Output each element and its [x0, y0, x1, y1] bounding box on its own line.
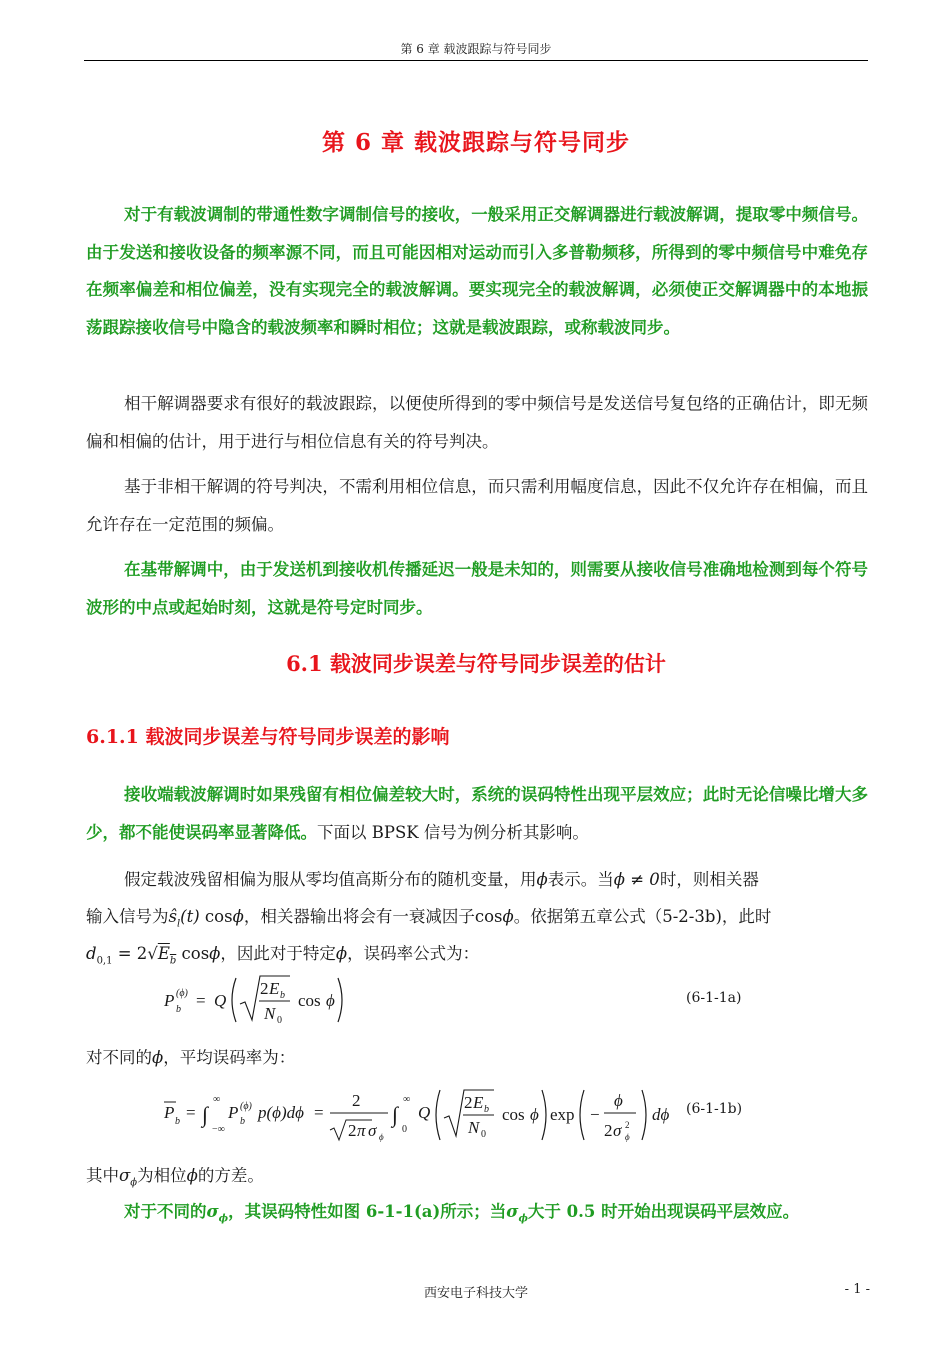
p7-text-b: ，平均误码率为：	[163, 1048, 296, 1067]
header-rule	[84, 60, 868, 61]
phi-neq-zero: ϕ ≠ 0	[613, 870, 660, 889]
svg-text:b: b	[240, 1116, 245, 1127]
sigma-phi-2: $\sigma_\phi$	[206, 1202, 229, 1225]
svg-text:Q: Q	[418, 1103, 431, 1122]
footer-institution: 西安电子科技大学	[423, 1286, 528, 1301]
svg-text:ϕ: ϕ	[614, 1091, 623, 1110]
intro-paragraph-3	[86, 468, 868, 543]
svg-text:cos: cos	[298, 991, 321, 1010]
distance-expression: $d_{0,1} = 2√E_b$ cosϕ	[86, 944, 221, 967]
svg-text:ϕ: ϕ	[530, 1105, 539, 1124]
svg-text:b: b	[484, 1104, 489, 1115]
intro-paragraph-3-text: 基于非相干解调的符号判决，不需利用相位信息，而只需利用幅度信息，因此不仅允许存在相偏，而且允许存在一定范围的频偏。	[86, 477, 868, 534]
body-paragraph-5	[86, 776, 868, 851]
svg-text:∞: ∞	[213, 1094, 221, 1105]
sigma-phi: $\sigma_\phi$	[119, 1166, 138, 1189]
running-header: 第 6 章 载波跟踪与符号同步	[400, 42, 552, 56]
svg-text:0: 0	[402, 1124, 407, 1135]
svg-text:=: =	[186, 1103, 196, 1122]
svg-text:2: 2	[464, 1093, 473, 1112]
p9-text-b: ，其误码特性如图 6-1-1(a)所示；当	[228, 1202, 507, 1221]
section-title: 6.1 载波同步误差与符号同步误差的估计	[286, 651, 666, 676]
intro-paragraph-1-text: 对于有载波调制的带通性数字调制信号的接收，一般采用正交解调器进行载波解调，提取零中频信号。由于发送和接收设备的频率源不同，而且可能因相对运动而引入多普勒频移，所得到的零中频信号中难免存在频率偏差和相位偏差，没有实现完全的载波解调。要实现完全的载波解调，必须使正交解调器中的本地振荡跟踪接收信号中隐含的载波频率和瞬时相位；这就是载波跟踪，或称载波同步。	[86, 205, 868, 337]
p9-text-c: 大于 0.5 时开始出现误码平层效应。	[527, 1202, 800, 1221]
p6-text-a: 假定载波残留相偏为服从零均值高斯分布的随机变量，用	[124, 870, 537, 889]
paragraph-7	[86, 1044, 868, 1068]
cos-phi: cosϕ	[474, 907, 514, 926]
intro-paragraph-2	[86, 385, 868, 460]
svg-text:π: π	[357, 1121, 366, 1140]
svg-text:dϕ: dϕ	[652, 1105, 670, 1124]
p8-text-c: 的方差。	[197, 1166, 264, 1185]
svg-text:E: E	[473, 1093, 484, 1112]
p9-text-a: 对于不同的	[124, 1202, 207, 1221]
p6-text-e: ，相关器输出将会有一衰减因子	[243, 907, 475, 926]
svg-text:=: =	[314, 1103, 324, 1122]
svg-text:σ: σ	[368, 1121, 377, 1140]
p6-text-h: ，误码率公式为：	[347, 944, 480, 963]
svg-text:2: 2	[625, 1120, 630, 1130]
svg-text:=: =	[196, 991, 206, 1010]
phi-symbol-4: ϕ	[186, 1166, 198, 1185]
chapter-title: 第 6 章 载波跟踪与符号同步	[321, 129, 631, 156]
svg-text:P: P	[164, 991, 175, 1010]
svg-text:σ: σ	[613, 1121, 622, 1140]
paragraph-6-line-3	[86, 940, 868, 966]
phi-symbol-2: ϕ	[335, 944, 348, 963]
svg-text:2: 2	[348, 1121, 357, 1140]
body-paragraph-5-rest: 下面以 BPSK 信号为例分析其影响。	[317, 822, 589, 842]
equation-label-1: (6-1-1a)	[686, 990, 742, 1006]
p7-text-a: 对不同的	[86, 1048, 152, 1067]
equation-6-1-1b	[160, 1082, 680, 1148]
svg-text:N: N	[264, 1004, 276, 1023]
sigma-phi-3: $\sigma_\phi$	[506, 1202, 528, 1225]
svg-text:∫: ∫	[392, 1102, 399, 1127]
phi-symbol-3: ϕ	[152, 1048, 164, 1067]
equation-label-2: (6-1-1b)	[686, 1101, 743, 1117]
paragraph-8	[86, 1162, 868, 1188]
svg-text:N: N	[468, 1118, 480, 1137]
intro-paragraph-1	[86, 196, 868, 346]
svg-text:b: b	[280, 990, 285, 1001]
phi-symbol: ϕ	[536, 870, 548, 889]
emphasis-text: 接收端载波解调时如果残留有相位偏差较大时，系统的误码特性出现平层效应；此时无论信噪比增大多少，都不能使误码率显著降低。	[86, 785, 868, 842]
svg-text:0: 0	[277, 1015, 282, 1026]
svg-text:b: b	[176, 1004, 181, 1015]
subsection-title: 6.1.1 载波同步误差与符号同步误差的影响	[86, 726, 450, 748]
p8-text-a: 其中	[86, 1166, 119, 1185]
svg-text:ϕ: ϕ	[326, 991, 335, 1010]
svg-text:∞: ∞	[403, 1094, 411, 1105]
svg-text:E: E	[269, 979, 280, 998]
p8-text-b: 为相位	[137, 1166, 187, 1185]
svg-text:ϕ: ϕ	[625, 1132, 630, 1142]
svg-text:2: 2	[604, 1121, 613, 1140]
p6-text-g: ，因此对于特定	[220, 944, 336, 963]
svg-text:cos: cos	[502, 1105, 525, 1124]
paragraph-9	[86, 1198, 868, 1224]
p6-text-f: 。依据第五章公式（5-2-3b)，此时	[513, 907, 772, 926]
p6-text-d: 输入信号为	[86, 907, 169, 926]
svg-text:exp: exp	[550, 1105, 575, 1124]
svg-text:−∞: −∞	[212, 1124, 225, 1135]
p6-text-b: 表示。当	[547, 870, 614, 889]
svg-text:P: P	[164, 1103, 175, 1122]
svg-text:Q: Q	[214, 991, 227, 1010]
equation-6-1-1a	[160, 970, 520, 1030]
svg-text:(ϕ): (ϕ)	[240, 1101, 252, 1112]
p6-text-c: 时，则相关器	[659, 870, 759, 889]
svg-text:2: 2	[352, 1091, 361, 1110]
svg-text:2: 2	[260, 979, 269, 998]
page-number: - 1 -	[844, 1282, 870, 1297]
paragraph-6-line-2	[86, 903, 868, 929]
signal-expression: $ŝ_l(t)$ cosϕ	[168, 907, 244, 930]
intro-paragraph-4	[86, 551, 868, 626]
svg-text:∫: ∫	[202, 1102, 209, 1127]
svg-text:p(ϕ)dϕ: p(ϕ)dϕ	[258, 1103, 304, 1122]
paragraph-6-line-1	[86, 866, 868, 890]
svg-text:0: 0	[481, 1129, 486, 1140]
svg-text:(ϕ): (ϕ)	[176, 988, 188, 999]
svg-text:−: −	[590, 1105, 600, 1124]
svg-text:P: P	[228, 1103, 239, 1122]
intro-paragraph-4-text: 在基带解调中，由于发送机到接收机传播延迟一般是未知的，则需要从接收信号准确地检测到每个符号波形的中点或起始时刻，这就是符号定时同步。	[86, 560, 868, 617]
svg-text:ϕ: ϕ	[379, 1132, 384, 1142]
intro-paragraph-2-text: 相干解调器要求有很好的载波跟踪，以便使所得到的零中频信号是发送信号复包络的正确估计，即无频偏和相偏的估计，用于进行与相位信息有关的符号判决。	[86, 394, 868, 451]
svg-text:b: b	[175, 1116, 180, 1127]
